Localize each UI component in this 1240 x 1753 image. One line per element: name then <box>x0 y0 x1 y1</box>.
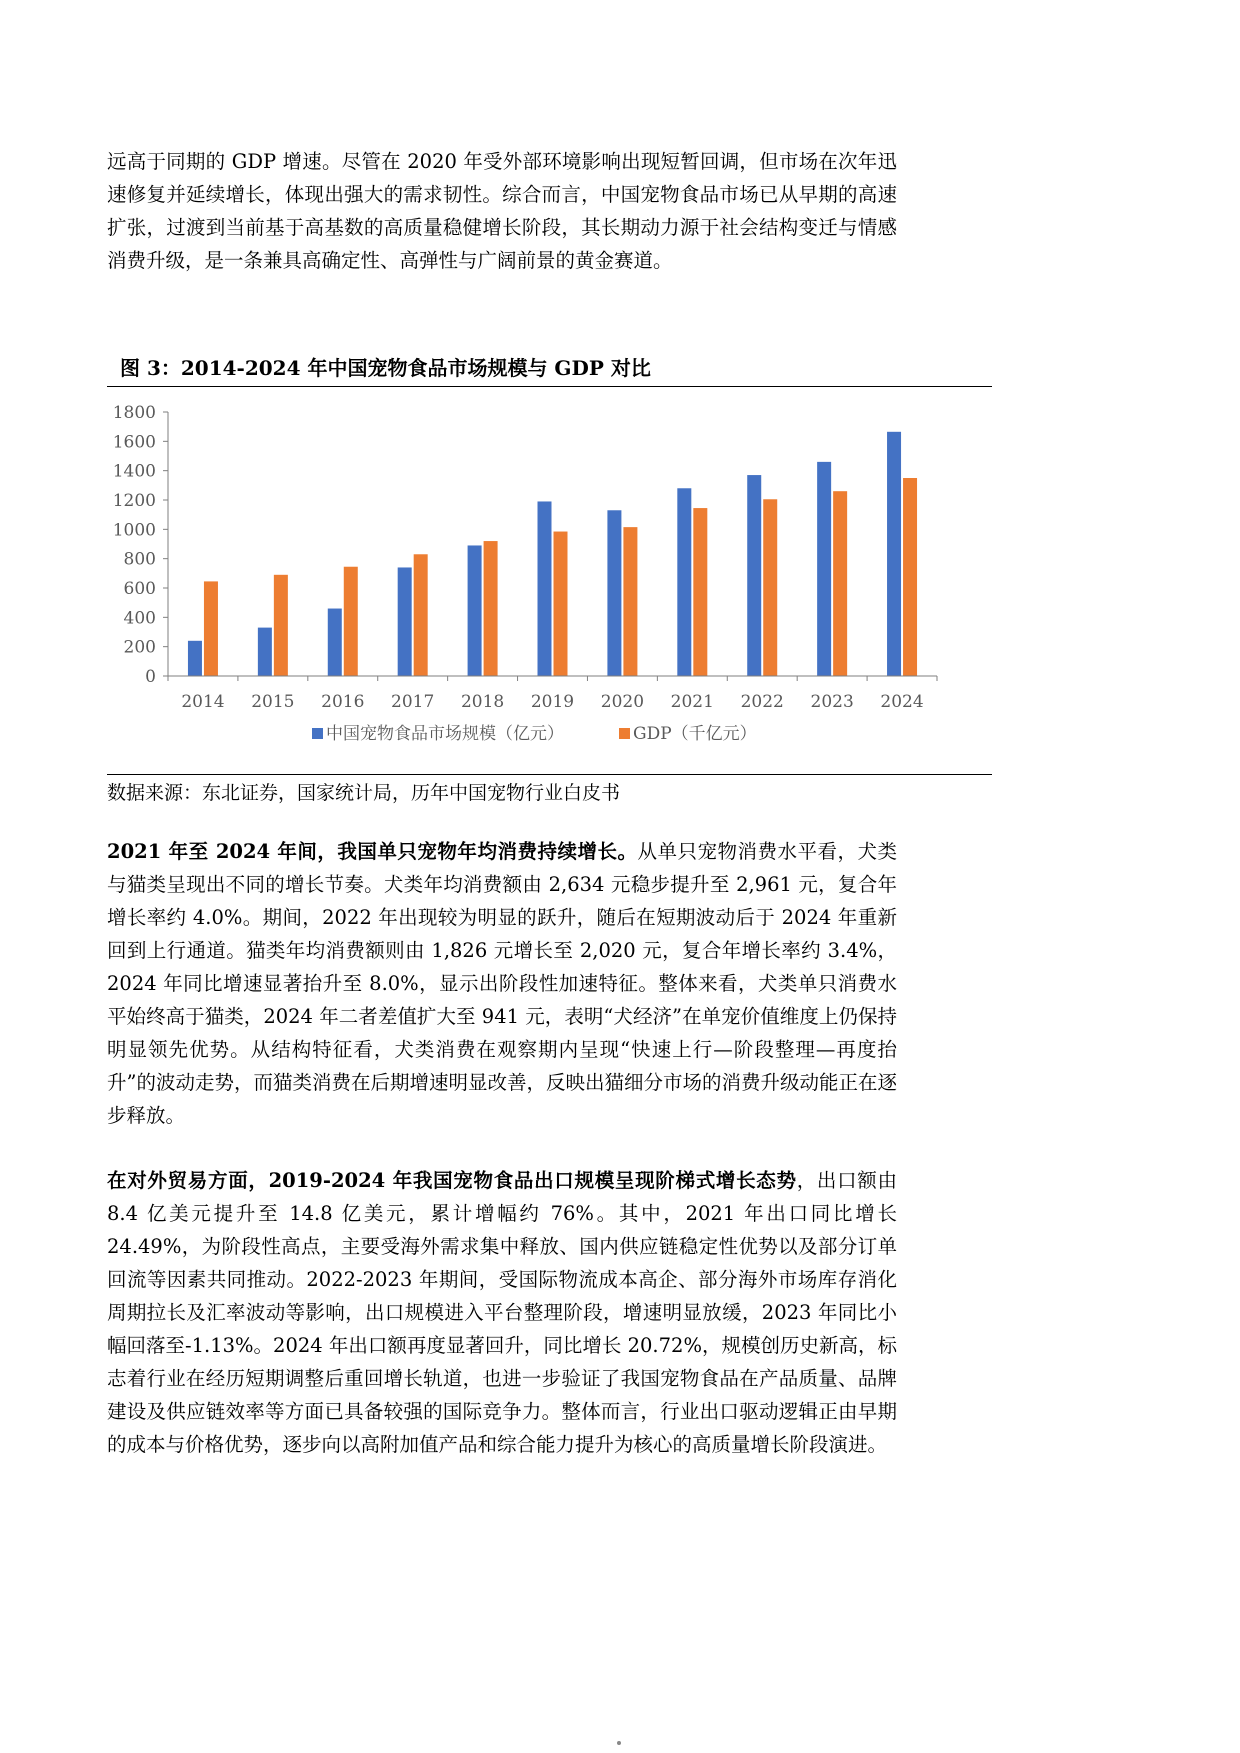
intro-paragraph: 远高于同期的 GDP 增速。尽管在 2020 年受外部环境影响出现短暂回调，但市场在次年迅速修复并延续增长，体现出强大的需求韧性。综合而言，中国宠物食品市场已从早期的高速扩张，过渡到当前基于高基数的高质量稳健增长阶段，其长期动力源于社会结构变迁与情感消费升级，是一条兼具高确定性、高弹性与广阔前景的黄金赛道。 <box>107 150 897 272</box>
x-tick-label: 2023 <box>810 692 854 712</box>
bar-gdp-2017 <box>414 554 428 676</box>
figure-bottom-rule <box>107 774 992 775</box>
y-tick-label: 600 <box>123 579 156 599</box>
bar-market-size-2022 <box>747 475 761 676</box>
bar-market-size-2017 <box>398 567 412 676</box>
x-tick-label: 2024 <box>880 692 924 712</box>
figure-top-rule <box>107 386 992 387</box>
y-tick-label: 400 <box>123 608 156 629</box>
y-tick-label: 800 <box>123 549 156 570</box>
bar-gdp-2021 <box>693 508 707 676</box>
x-tick-label: 2014 <box>181 692 225 712</box>
bar-gdp-2014 <box>204 581 218 676</box>
bar-market-size-2020 <box>607 510 621 676</box>
bar-gdp-2018 <box>484 541 498 676</box>
bar-gdp-2015 <box>274 575 288 676</box>
bar-gdp-2022 <box>763 499 777 676</box>
bar-gdp-2024 <box>903 478 917 676</box>
trade-body: ，出口额由 8.4 亿美元提升至 14.8 亿美元，累计增幅约 76%。其中，2021 年出口同比增长 24.49%，为阶段性高点，主要受海外需求集中释放、国内供应链稳定性优势以及部分订单回流等因素共同推动。2022-2023 年期间，受国际物流成本高企、部分海外市场库存消化周期拉长及汇率波动等影响，出口规模进入平台整理阶段，增速明显放缓，2023 年同比小幅回落至-1.13%。2024 年出口额再度显著回升，同比增长 20.72%，规模创历史新高，标志着行业在经历短期调整后重回增长轨道，也进一步验证了我国宠物食品在产品质量、品牌建设及供应链效率等方面已具备较强的国际竞争力。整体而言，行业出口驱动逻辑正由早期的成本与价格优势，逐步向以高附加值产品和综合能力提升为核心的高质量增长阶段演进。 <box>107 1169 897 1456</box>
bar-gdp-2020 <box>623 527 637 676</box>
y-tick-label: 1600 <box>112 432 156 453</box>
consumption-lead: 2021 年至 2024 年间，我国单只宠物年均消费持续增长。 <box>107 840 638 863</box>
x-tick-label: 2017 <box>391 692 435 712</box>
footer-dot <box>617 1741 621 1745</box>
x-tick-label: 2021 <box>670 692 714 712</box>
legend-swatch-gdp <box>619 728 630 739</box>
bar-market-size-2023 <box>817 462 831 676</box>
y-tick-label: 1400 <box>112 461 156 482</box>
consumption-paragraph <box>107 835 897 1132</box>
bar-market-size-2015 <box>258 628 272 676</box>
bar-market-size-2016 <box>328 609 342 676</box>
bar-chart <box>107 388 992 774</box>
y-tick-label: 1200 <box>112 491 156 511</box>
consumption-body: 从单只宠物消费水平看，犬类与猫类呈现出不同的增长节奏。犬类年均消费额由 2,634 元稳步提升至 2,961 元，复合年增长率约 4.0%。期间，2022 年出现较为明显的跃升，随后在短期波动后于 2024 年重新回到上行通道。猫类年均消费额则由 1,826 元增长至 2,020 元，复合年增长率约 3.4%，2024 年同比增速显著抬升至 8.0%，显示出阶段性加速特征。整体来看，犬类单只消费水平始终高于猫类，2024 年二者差值扩大至 941 元，表明“犬经济”在单宠价值维度上仍保持明显领先优势。从结构特征看，犬类消费在观察期内呈现“快速上行—阶段整理—再度抬升”的波动走势，而猫类消费在后期增速明显改善，反映出猫细分市场的消费升级动能正在逐步释放。 <box>107 840 897 1127</box>
bar-market-size-2019 <box>538 501 552 676</box>
y-tick-label: 200 <box>123 637 156 658</box>
x-tick-label: 2018 <box>460 692 505 712</box>
bar-gdp-2019 <box>554 532 568 676</box>
legend-label-gdp: GDP（千亿元） <box>633 724 757 744</box>
bar-gdp-2016 <box>344 567 358 676</box>
trade-paragraph <box>107 1164 897 1461</box>
figure-source: 数据来源：东北证券，国家统计局，历年中国宠物行业白皮书 <box>107 782 621 804</box>
x-tick-label: 2022 <box>740 692 784 712</box>
bar-market-size-2014 <box>188 641 202 676</box>
figure-title: 图 3：2014-2024 年中国宠物食品市场规模与 GDP 对比 <box>120 356 651 380</box>
bar-market-size-2024 <box>887 432 901 676</box>
trade-lead: 在对外贸易方面，2019-2024 年我国宠物食品出口规模呈现阶梯式增长态势 <box>107 1169 797 1192</box>
x-tick-label: 2015 <box>251 692 295 712</box>
y-tick-label: 0 <box>145 667 156 687</box>
legend-swatch-market-size <box>312 728 323 739</box>
bar-market-size-2018 <box>468 545 482 676</box>
bar-gdp-2023 <box>833 491 847 676</box>
x-tick-label: 2016 <box>321 692 365 712</box>
y-tick-label: 1800 <box>112 403 156 423</box>
x-tick-label: 2019 <box>530 692 575 712</box>
legend-label-market-size: 中国宠物食品市场规模（亿元） <box>326 724 564 744</box>
y-tick-label: 1000 <box>112 520 156 541</box>
bar-market-size-2021 <box>677 488 691 676</box>
x-tick-label: 2020 <box>600 692 645 712</box>
